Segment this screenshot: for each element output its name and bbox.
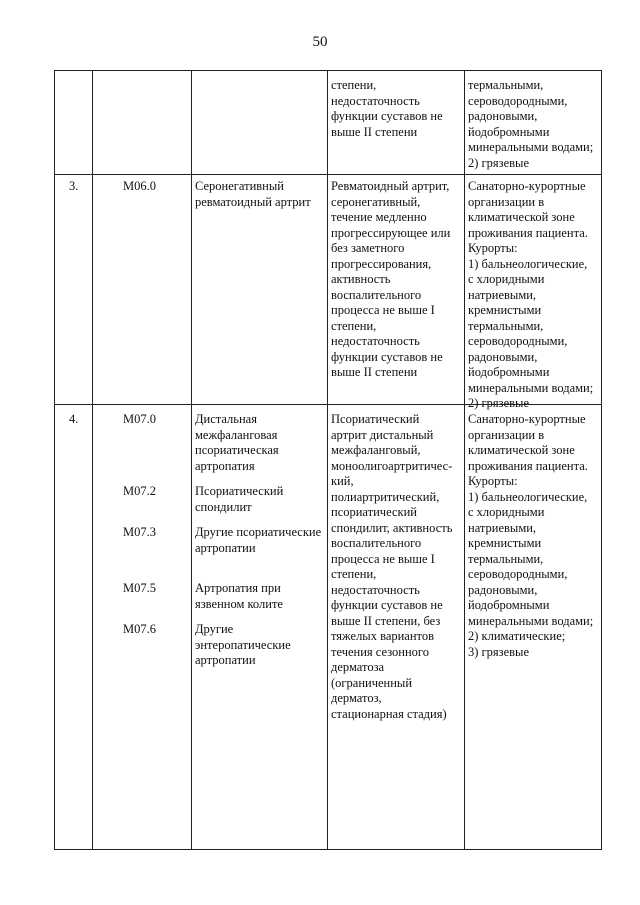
table-row-3-number: 4.: [69, 412, 79, 426]
treatment-table: [54, 70, 602, 850]
table-row-3-code-5: M07.6: [123, 622, 156, 636]
table-row-3-code-3: M07.3: [123, 525, 156, 539]
table-row-3-code-2: M07.2: [123, 484, 156, 498]
table-row-3-name-1: Дистальная межфаланговая псориатическая артропатия: [195, 412, 279, 473]
table-row-2-name: Серонегативный ревматоидный артрит: [195, 179, 311, 209]
row-divider: [55, 174, 601, 175]
table-row-2-indications: Ревматоидный артрит, серонегативный, течение медленно прогрессирующее или без заметного прогрессирования, активность воспалительного процесса не выше I степени, недостаточность функции суставов не выше II степени: [331, 179, 451, 379]
column-divider: [92, 71, 93, 849]
table-row-3-name-4: Артропатия при язвенном колите: [195, 581, 283, 611]
table-row-3-name-2: Псориатический спондилит: [195, 484, 284, 514]
table-row-2-resorts: Санаторно-курортные организации в климатической зоне проживания пациента. Курорты: 1) бальнеологические, с хлоридными натриевыми, кремнистыми термальными, сероводородными, радоновыми, йодобромными минеральными водами; 2) грязевые: [468, 179, 594, 410]
table-row-3-indications: Псориатический артрит дистальный межфаланговый, моноолигоартритичес- кий, полиартритический, псориатический спондилит, активность воспалительного процесса не выше I степени, недостаточность функции суставов не выше II степени, без тяжелых вариантов течения сезонного дерматоза (ограниченный дерматоз, стационарная стадия): [331, 412, 453, 721]
table-row-3-resorts: Санаторно-курортные организации в климатической зоне проживания пациента. Курорты: 1) бальнеологические, с хлоридными натриевыми, кремнистыми термальными, сероводородными, радоновыми, йодобромными минеральными водами; 2) климатические; 3) грязевые: [468, 412, 594, 659]
table-row-1-resorts: термальными, сероводородными, радоновыми, йодобромными минеральными водами; 2) грязевые: [468, 78, 594, 170]
table-row-2-code: M06.0: [123, 179, 156, 193]
table-row-3-name-3: Другие псориатические артропатии: [195, 525, 322, 555]
table-row-2-number: 3.: [69, 179, 79, 193]
table-row-3-code-1: M07.0: [123, 412, 156, 426]
table-row-3-code-4: M07.5: [123, 581, 156, 595]
page-number: 50: [312, 34, 328, 50]
table-row-3-name-5: Другие энтеропатические артропатии: [195, 622, 291, 667]
column-divider: [464, 71, 465, 849]
table-row-1-indications: степени, недостаточность функции суставов не выше II степени: [331, 78, 443, 139]
column-divider: [191, 71, 192, 849]
